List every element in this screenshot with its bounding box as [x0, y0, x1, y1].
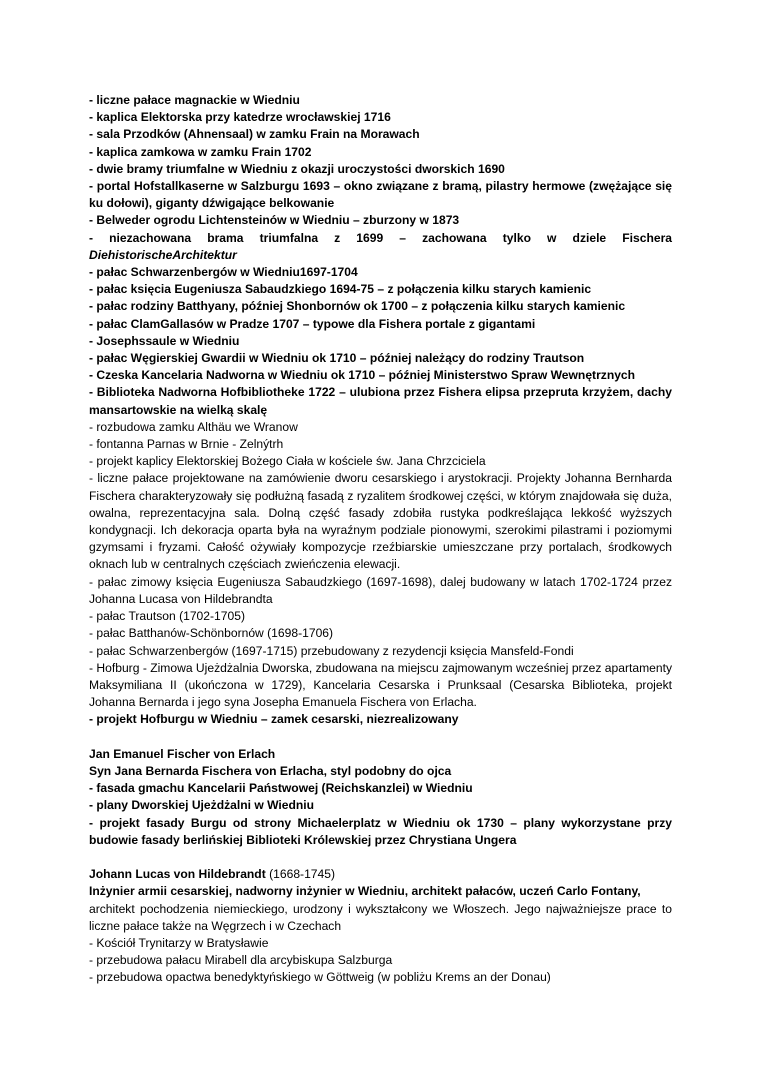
heading-dates: (1668-1745) [269, 867, 335, 882]
list-item: - rozbudowa zamku Althäu we Wranow [89, 419, 298, 434]
list-item: - przebudowa pałacu Mirabell dla arcybiskupa Salzburga [89, 953, 393, 968]
list-item: - pałac księcia Eugeniusza Sabaudzkiego 1694-75 – z połączenia kilku starych kamienic [89, 282, 592, 297]
paragraph: - liczne pałace projektowane na zamówienie dworu cesarskiego i arystokracji. Projekty Johanna Bernharda Fischera charakteryzowały się podłużną fasadą z ryzalitem środkowej części, w którym znajdowała się duża, owalna, reprezentacyjna sala. Dolną część fasady zdobiła rustyka podkreślająca lekkość wyższych kondygnacji. Ich dekoracja oparta była na wyraźnym podziale pionowymi, szerokimi pilastrami i poziomymi gzymsami i fryzami. Całość ożywiały kompozycje rzeźbiarskie umieszczane przy portalach, środkowych oknach lub w centralnych częściach zwieńczenia elewacji. [89, 471, 672, 572]
list-item: - projekt Hofburgu w Wiedniu – zamek cesarski, niezrealizowany [89, 712, 459, 727]
list-item: - Josephssaule w Wiedniu [89, 333, 240, 348]
list-item: - pałac Trautson (1702-1705) [89, 609, 245, 624]
paragraph: architekt pochodzenia niemieckiego, urodzony i wykształcony we Włoszech. Jego najważniejsze prace to liczne pałace także na Węgrzech i w Czechach [89, 901, 672, 933]
list-item: - Kościół Trynitarzy w Bratysławie [89, 935, 269, 950]
book-title: DiehistorischeArchitektur [89, 247, 237, 262]
list-item: - pałac zimowy księcia Eugeniusza Sabaudzkiego (1697-1698), dalej budowany w latach 1702-1724 przez Johanna Lucasa von Hildebrandta [89, 574, 672, 606]
section-heading [89, 866, 672, 883]
paragraph: Inżynier armii cesarskiej, nadworny inżynier w Wiedniu, architekt pałaców, uczeń Carlo Fontany, [89, 884, 641, 899]
list-item: - portal Hofstallkaserne w Salzburgu 1693 – okno związane z bramą, pilastry hermowe (zwężające się ku dołowi), giganty dźwigające belkowanie [89, 179, 672, 211]
list-item: - pałac ClamGallasów w Pradze 1707 – typowe dla Fishera portale z gigantami [89, 316, 536, 331]
list-item: - liczne pałace magnackie w Wiedniu [89, 93, 300, 107]
list-item: - projekt fasady Burgu od strony Michaelerplatz w Wiedniu ok 1730 – plany wykorzystane przy budowie fasady berlińskiej Biblioteki Królewskiej przez Chrystiana Ungera [89, 815, 672, 847]
list-item: - projekt kaplicy Elektorskiej Bożego Ciała w kościele św. Jana Chrzciciela [89, 454, 486, 469]
list-item: - niezachowana brama triumfalna z 1699 – zachowana tylko w dziele Fischera [89, 230, 672, 245]
list-item: - Biblioteka Nadworna Hofbibliotheke 1722 – ulubiona przez Fishera elipsa przepruta krzyżem, dachy mansartowskie na wielką skalę [89, 385, 672, 417]
spacer [89, 849, 672, 866]
list-item: Syn Jana Bernarda Fischera von Erlacha, styl podobny do ojca [89, 763, 452, 778]
list-item: - pałac rodziny Batthyany, później Shonbornów ok 1700 – z połączenia kilku starych kamienic [89, 299, 626, 314]
heading-name: Johann Lucas von Hildebrandt [89, 867, 266, 882]
list-item: - kaplica Elektorska przy katedrze wrocławskiej 1716 [89, 110, 391, 125]
list-item: - Czeska Kancelaria Nadworna w Wiedniu ok 1710 – później Ministerstwo Spraw Wewnętrznych [89, 368, 636, 383]
spacer [89, 729, 672, 746]
list-item: - Hofburg - Zimowa Ujeżdżalnia Dworska, zbudowana na miejscu zajmowanym wcześniej przez apartamenty Maksymiliana II (ukończona w 1729), Kancelaria Cesarska i Prunksaal (Cesarska Biblioteka, projekt Johanna Bernarda i jego syna Josepha Emanuela Fischera von Erlacha. [89, 660, 672, 710]
section-heading: Jan Emanuel Fischer von Erlach [89, 746, 276, 761]
list-item: - kaplica zamkowa w zamku Frain 1702 [89, 144, 312, 159]
list-item: - sala Przodków (Ahnensaal) w zamku Frain na Morawach [89, 127, 420, 142]
list-item: - Belweder ogrodu Lichtensteinów w Wiedniu – zburzony w 1873 [89, 213, 460, 228]
list-item: - dwie bramy triumfalne w Wiedniu z okazji uroczystości dworskich 1690 [89, 161, 505, 176]
list-item: - fasada gmachu Kancelarii Państwowej (Reichskanzlei) w Wiedniu [89, 781, 473, 796]
list-item: - pałac Batthanów-Schönbornów (1698-1706) [89, 626, 334, 641]
list-item: - plany Dworskiej Ujeżdżalni w Wiedniu [89, 798, 315, 813]
list-item: - fontanna Parnas w Brnie - Zelnýtrh [89, 437, 284, 452]
list-item: - pałac Schwarzenbergów w Wiedniu1697-1704 [89, 265, 358, 280]
list-item: - przebudowa opactwa benedyktyńskiego w Göttweig (w pobliżu Krems an der Donau) [89, 970, 551, 985]
list-item: - pałac Schwarzenbergów (1697-1715) przebudowany z rezydencji księcia Mansfeld-Fondi [89, 643, 574, 658]
list-item: - pałac Węgierskiej Gwardii w Wiedniu ok 1710 – później należący do rodziny Trautson [89, 351, 585, 366]
